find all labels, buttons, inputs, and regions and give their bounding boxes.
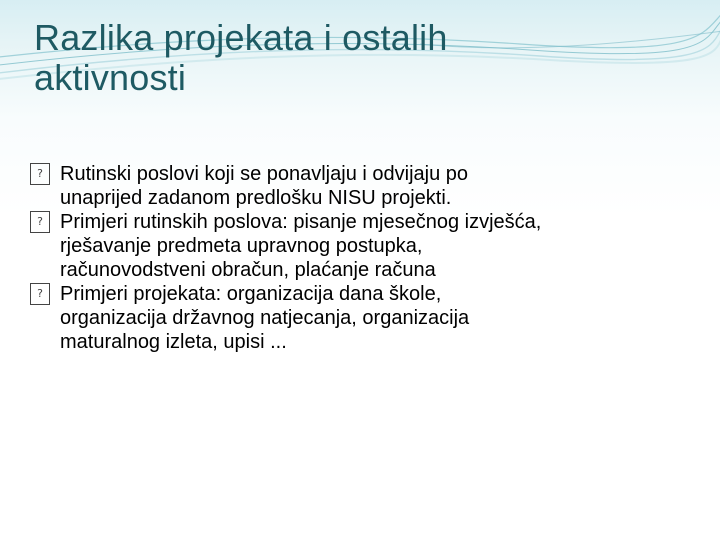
bullet-text-line: Primjeri rutinskih poslova: pisanje mjesečnog izvješća,	[60, 211, 542, 233]
bullet-marker-icon: ?	[30, 283, 50, 305]
slide-title-line-2: aktivnosti	[34, 57, 187, 98]
bullet-text-line: maturalnog izleta, upisi ...	[60, 331, 287, 353]
bullet-text-line: Rutinski poslovi koji se ponavljaju i odvijaju po	[60, 163, 468, 185]
bullet-item	[30, 282, 700, 354]
bullet-marker-icon: ?	[30, 163, 50, 185]
bullet-list	[30, 162, 700, 354]
bullet-item	[30, 210, 700, 282]
bullet-text-line: Primjeri projekata: organizacija dana škole,	[60, 283, 442, 305]
bullet-item	[30, 162, 700, 210]
bullet-marker-icon: ?	[30, 211, 50, 233]
bullet-text-line: unaprijed zadanom predlošku NISU projekti.	[60, 187, 452, 209]
bullet-text-line: računovodstveni obračun, plaćanje računa	[60, 259, 436, 281]
bullet-text-line: organizacija državnog natjecanja, organizacija	[60, 307, 470, 329]
bullet-text-line: rješavanje predmeta upravnog postupka,	[60, 235, 423, 257]
slide-title-line-1: Razlika projekata i ostalih	[34, 17, 448, 58]
slide-title	[34, 18, 674, 98]
